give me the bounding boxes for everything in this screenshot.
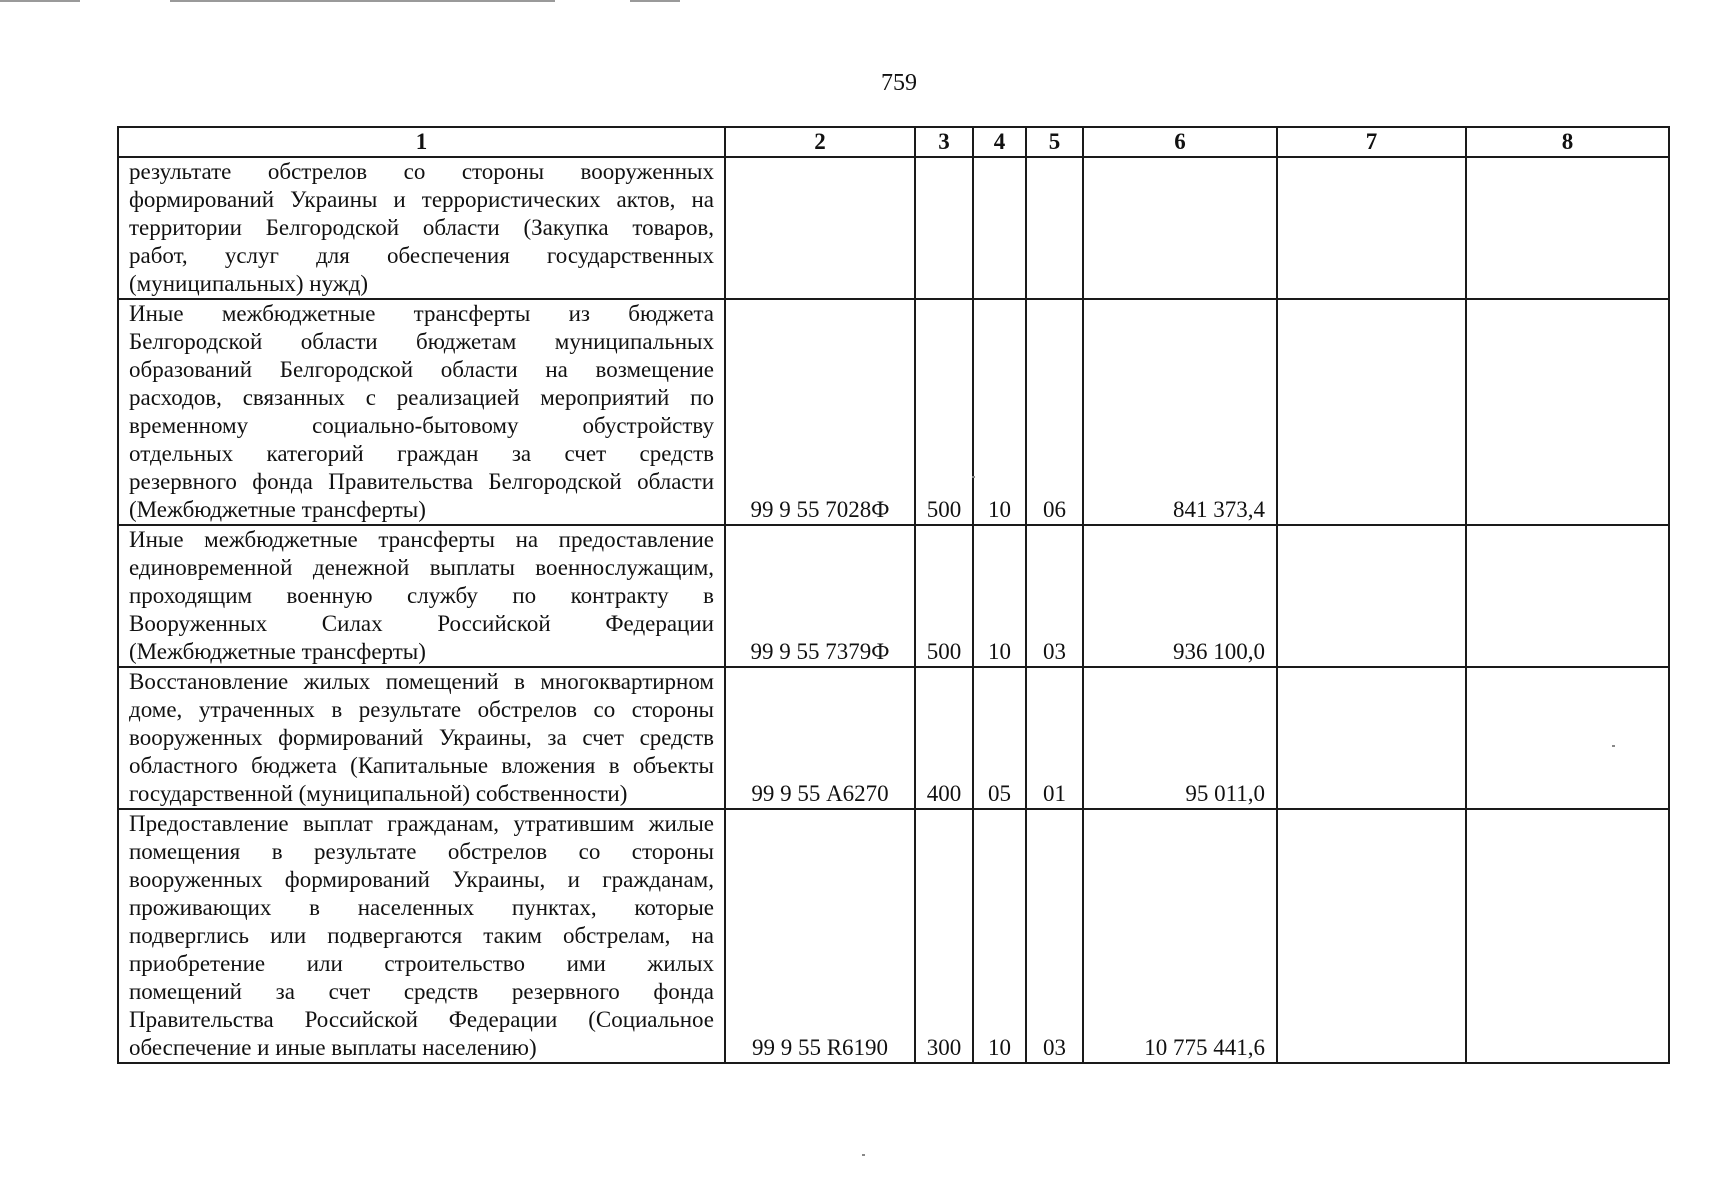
description-line: отдельных категорий граждан за счет средств (129, 441, 714, 466)
row-col5: 03 (1026, 525, 1083, 667)
description-line: Вооруженных Силах Российской Федерации (129, 611, 714, 636)
description-line: проходящим военную службу по контракту в (129, 583, 714, 608)
description-line: государственной (муниципальной) собственности) (129, 781, 628, 806)
description-line: (Межбюджетные трансферты) (129, 497, 426, 522)
description-line: Предоставление выплат гражданам, утратившим жилые (129, 811, 714, 836)
column-header: 4 (973, 127, 1026, 157)
row-col3: 500 (915, 525, 973, 667)
row-code (725, 157, 915, 299)
row-col7 (1277, 299, 1466, 525)
table-row (118, 157, 1669, 299)
row-col3: 300 (915, 809, 973, 1063)
row-col8 (1466, 809, 1669, 1063)
column-header: 3 (915, 127, 973, 157)
row-description (118, 157, 725, 299)
column-header: 6 (1083, 127, 1277, 157)
row-col3: 500 (915, 299, 973, 525)
row-col5: 01 (1026, 667, 1083, 809)
row-description (118, 667, 725, 809)
column-header: 1 (118, 127, 725, 157)
page-number: 759 (881, 70, 917, 96)
description-line: Иные межбюджетные трансферты на предоставление (129, 527, 714, 552)
row-amount: 936 100,0 (1083, 525, 1277, 667)
description-line: вооруженных формирований Украины, и гражданам, (129, 867, 714, 892)
column-header: 7 (1277, 127, 1466, 157)
row-code: 99 9 55 7028Ф (725, 299, 915, 525)
column-header: 8 (1466, 127, 1669, 157)
row-col7 (1277, 809, 1466, 1063)
description-line: (муниципальных) нужд) (129, 271, 369, 296)
row-col4: 05 (973, 667, 1026, 809)
row-code: 99 9 55 7379Ф (725, 525, 915, 667)
row-col7 (1277, 667, 1466, 809)
row-amount: 10 775 441,6 (1083, 809, 1277, 1063)
description-line: временному социально-бытовому обустройству (129, 413, 714, 438)
table-header-row (118, 127, 1669, 157)
row-col4 (973, 157, 1026, 299)
description-line: образований Белгородской области на возмещение (129, 357, 714, 382)
description-line: областного бюджета (Капитальные вложения в объекты (129, 753, 714, 778)
scan-speck (1612, 745, 1615, 747)
row-col7 (1277, 157, 1466, 299)
scan-speck (862, 1154, 865, 1156)
description-line: проживающих в населенных пунктах, которые (129, 895, 714, 920)
row-col7 (1277, 525, 1466, 667)
budget-table (117, 126, 1670, 1064)
column-header: 5 (1026, 127, 1083, 157)
row-col8 (1466, 157, 1669, 299)
description-line: Восстановление жилых помещений в многоквартирном (129, 669, 714, 694)
description-line: Белгородской области бюджетам муниципальных (129, 329, 714, 354)
row-col8 (1466, 299, 1669, 525)
description-line: обеспечение и иные выплаты населению) (129, 1035, 537, 1060)
row-col3 (915, 157, 973, 299)
row-col5 (1026, 157, 1083, 299)
description-line: формирований Украины и террористических актов, на (129, 187, 714, 212)
row-amount: 841 373,4 (1083, 299, 1277, 525)
row-code: 99 9 55 А6270 (725, 667, 915, 809)
row-col8 (1466, 667, 1669, 809)
scan-edge-line (170, 0, 555, 2)
column-header: 2 (725, 127, 915, 157)
description-line: Иные межбюджетные трансферты из бюджета (129, 301, 714, 326)
row-col4: 10 (973, 525, 1026, 667)
row-col5: 06 (1026, 299, 1083, 525)
table-row (118, 525, 1669, 667)
description-line: результате обстрелов со стороны вооруженных (129, 159, 714, 184)
row-description (118, 299, 725, 525)
description-line: помещения в результате обстрелов со стороны (129, 839, 714, 864)
description-line: Правительства Российской Федерации (Социальное (129, 1007, 714, 1032)
row-description (118, 525, 725, 667)
description-line: территории Белгородской области (Закупка товаров, (129, 215, 714, 240)
description-line: вооруженных формирований Украины, за счет средств (129, 725, 714, 750)
row-col3: 400 (915, 667, 973, 809)
description-line: помещений за счет средств резервного фонда (129, 979, 714, 1004)
description-line: расходов, связанных с реализацией мероприятий по (129, 385, 714, 410)
table-row (118, 299, 1669, 525)
description-line: доме, утраченных в результате обстрелов со стороны (129, 697, 714, 722)
scan-edge-line (630, 0, 680, 2)
row-col4: 10 (973, 809, 1026, 1063)
description-line: приобретение или строительство ими жилых (129, 951, 714, 976)
row-amount: 95 011,0 (1083, 667, 1277, 809)
description-line: подверглись или подвергаются таким обстрелам, на (129, 923, 714, 948)
description-line: работ, услуг для обеспечения государственных (129, 243, 714, 268)
description-line: единовременной денежной выплаты военнослужащим, (129, 555, 714, 580)
table-row (118, 667, 1669, 809)
scan-edge-line (0, 0, 80, 2)
row-col5: 03 (1026, 809, 1083, 1063)
scan-speck (972, 476, 975, 478)
row-code: 99 9 55 R6190 (725, 809, 915, 1063)
row-description (118, 809, 725, 1063)
description-line: (Межбюджетные трансферты) (129, 639, 426, 664)
row-col4: 10 (973, 299, 1026, 525)
table-row (118, 809, 1669, 1063)
row-amount (1083, 157, 1277, 299)
row-col8 (1466, 525, 1669, 667)
description-line: резервного фонда Правительства Белгородской области (129, 469, 714, 494)
